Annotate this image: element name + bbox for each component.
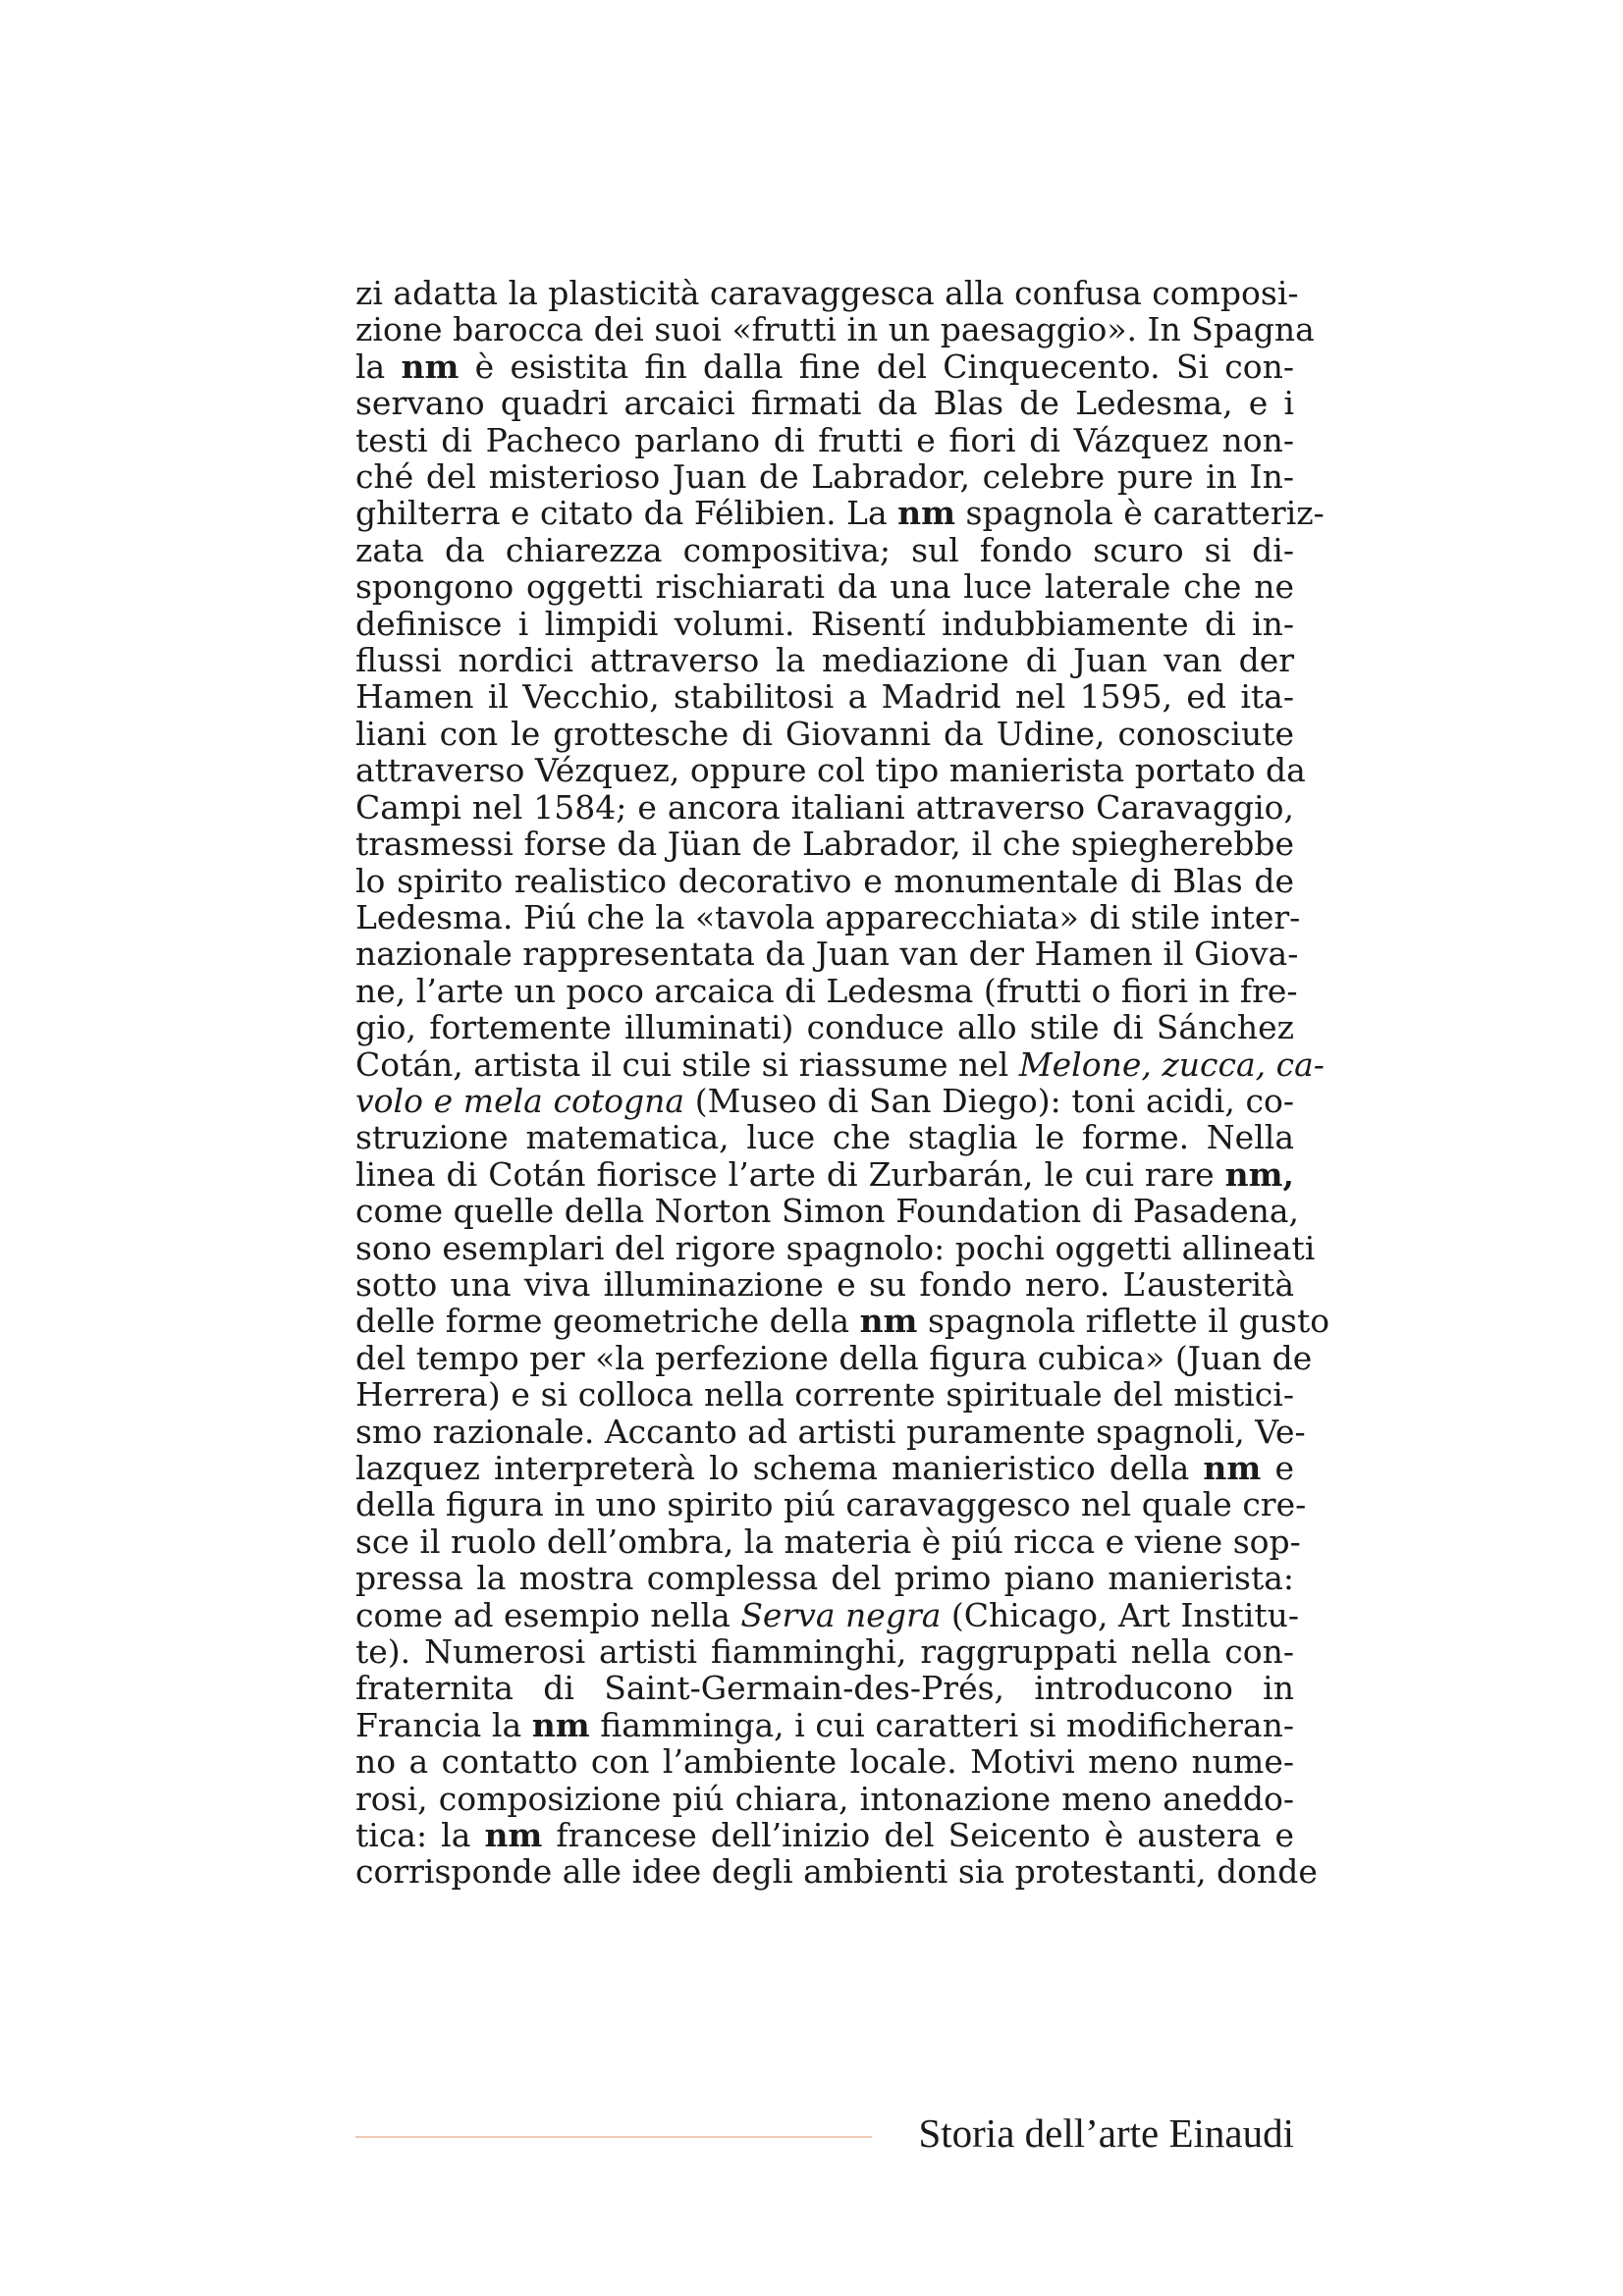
text-segment: trasmessi forse da Jüan de Labrador, il che spiegherebbe	[355, 825, 1294, 864]
text-segment: ghilterra e citato da Félibien. La	[355, 494, 898, 533]
text-line	[355, 1707, 1294, 1743]
text-line	[355, 1485, 1307, 1524]
text-line	[355, 1852, 1318, 1892]
bold-term: nm	[859, 1302, 918, 1341]
text-line	[355, 310, 1315, 349]
text-line	[355, 532, 1294, 568]
text-segment: è esistita fin dalla fine del Cinquecento. Si con-	[459, 347, 1295, 386]
text-line	[355, 568, 1294, 605]
text-line	[355, 1376, 1294, 1413]
text-line	[355, 1044, 1325, 1084]
text-line	[355, 1083, 1294, 1119]
text-segment: Ledesma. Piú che la «tavola apparecchiata» di stile inter-	[355, 897, 1301, 936]
text-segment: fraternita di Saint-Germain-des-Prés, introducono in	[355, 1669, 1294, 1708]
text-line	[355, 1595, 1300, 1634]
text-segment: della figura in uno spirito piú caravaggesco nel quale cre-	[355, 1485, 1307, 1524]
text-line	[355, 1266, 1294, 1303]
text-line	[355, 1192, 1300, 1231]
text-segment: servano quadri arcaici firmati da Blas de Ledesma, e i	[355, 384, 1294, 423]
text-line	[355, 458, 1294, 495]
italic-title: Serva negra	[740, 1595, 942, 1634]
text-line	[355, 385, 1294, 421]
text-segment: zata da chiarezza compositiva; sul fondo scuro si di-	[355, 530, 1294, 569]
text-line	[355, 606, 1294, 642]
text-line	[355, 1156, 1294, 1193]
text-segment: zione barocca dei suoi «frutti in un paesaggio». In Spagna	[355, 310, 1315, 349]
text-line	[355, 678, 1294, 715]
text-segment: e	[1261, 1449, 1294, 1487]
text-line	[355, 1450, 1294, 1486]
text-segment: pressa la mostra complessa del primo piano manierista:	[355, 1559, 1294, 1598]
italic-title: volo e mela cotogna	[355, 1081, 685, 1120]
text-line	[355, 1338, 1313, 1377]
text-line	[355, 789, 1294, 826]
text-segment: rosi, composizione piú chiara, intonazione meno aneddo-	[355, 1779, 1294, 1818]
text-segment: sce il ruolo dell’ombra, la materia è piú ricca e viene sop-	[355, 1522, 1301, 1561]
text-line	[355, 1228, 1316, 1267]
text-line	[355, 422, 1294, 458]
text-line	[355, 826, 1294, 862]
text-line	[355, 934, 1299, 974]
text-line	[355, 1743, 1294, 1780]
text-segment: spagnola è caratteriz-	[955, 494, 1325, 533]
text-line	[355, 348, 1294, 385]
text-segment: Herrera) e si colloca nella corrente spirituale del mistici-	[355, 1375, 1294, 1415]
text-segment: flussi nordici attraverso la mediazione di Juan van der	[355, 641, 1294, 680]
text-segment: come quelle della Norton Simon Foundation di Pasadena,	[355, 1192, 1300, 1231]
text-segment: ché del misterioso Juan de Labrador, celebre pure in In-	[355, 457, 1294, 497]
text-segment: (Museo di San Diego): toni acidi, co-	[684, 1081, 1295, 1120]
text-segment: struzione matematica, luce che staglia le forme. Nella	[355, 1118, 1294, 1157]
body-text	[355, 274, 1330, 1892]
bold-term: nm	[1203, 1449, 1262, 1487]
text-line	[355, 716, 1294, 752]
bold-term: nm,	[1224, 1154, 1294, 1194]
bold-term: nm	[531, 1705, 590, 1744]
text-segment: liani con le grottesche di Giovanni da Udine, conosciute	[355, 714, 1294, 753]
text-segment: linea di Cotán fiorisce l’arte di Zurbarán, le cui rare	[355, 1154, 1225, 1194]
text-segment: attraverso Vézquez, oppure col tipo manierista portato da	[355, 751, 1306, 790]
text-segment: come ad esempio nella	[355, 1595, 741, 1634]
text-segment: no a contatto con l’ambiente locale. Motivi meno nume-	[355, 1742, 1294, 1782]
text-segment: sono esemplari del rigore spagnolo: pochi oggetti allineati	[355, 1228, 1316, 1267]
text-segment: Francia la	[355, 1705, 532, 1744]
text-line	[355, 1817, 1294, 1853]
bold-term: nm	[401, 347, 460, 386]
text-segment: spagnola riflette il gusto	[917, 1302, 1330, 1341]
text-segment: Campi nel 1584; e ancora italiani attraverso Caravaggio,	[355, 787, 1294, 827]
text-segment: ne, l’arte un poco arcaica di Ledesma (frutti o fiori in fre-	[355, 971, 1298, 1010]
text-line	[355, 751, 1306, 790]
text-line	[355, 1670, 1294, 1706]
text-segment: testi di Pacheco parlano di frutti e fiori di Vázquez non-	[355, 420, 1294, 459]
italic-title: Melone, zucca, ca-	[1018, 1044, 1325, 1084]
text-segment: te). Numerosi artisti fiamminghi, raggruppati nella con-	[355, 1632, 1294, 1672]
text-segment: sotto una viva illuminazione e su fondo nero. L’austerità	[355, 1264, 1294, 1304]
bold-term: nm	[897, 494, 956, 533]
text-line	[355, 1633, 1294, 1670]
text-segment: delle forme geometriche della	[355, 1302, 860, 1341]
text-segment: lazquez interpreterà lo schema manieristico della	[355, 1449, 1204, 1487]
text-line	[355, 1781, 1294, 1817]
text-line	[355, 1560, 1294, 1596]
text-line	[355, 897, 1301, 936]
text-segment: (Chicago, Art Institu-	[941, 1595, 1300, 1634]
text-segment: Hamen il Vecchio, stabilitosi a Madrid nel 1595, ed ita-	[355, 677, 1294, 717]
text-line	[355, 1412, 1306, 1451]
text-line	[355, 1119, 1294, 1155]
text-segment: la	[355, 347, 402, 386]
text-segment: nazionale rappresentata da Juan van der Hamen il Giova-	[355, 934, 1299, 974]
text-line	[355, 1009, 1294, 1045]
text-segment: francese dell’inizio del Seicento è austera e	[542, 1816, 1294, 1855]
text-segment: corrisponde alle idee degli ambienti sia protestanti, donde	[355, 1852, 1318, 1892]
footer-rule	[355, 2136, 872, 2138]
text-segment: gio, fortemente illuminati) conduce allo stile di Sánchez	[355, 1008, 1294, 1047]
text-line	[355, 971, 1298, 1010]
text-line	[355, 642, 1294, 678]
text-line	[355, 274, 1299, 312]
text-segment: fiamminga, i cui caratteri si modificheran-	[589, 1705, 1294, 1744]
text-segment: smo razionale. Accanto ad artisti puramente spagnoli, Ve-	[355, 1412, 1306, 1451]
text-segment: definisce i limpidi volumi. Risentí indubbiamente di in-	[355, 604, 1294, 643]
text-segment: tica: la	[355, 1816, 485, 1855]
text-segment: spongono oggetti rischiarati da una luce laterale che ne	[355, 567, 1294, 607]
text-line	[355, 863, 1294, 899]
text-line	[355, 1522, 1301, 1561]
text-segment: zi adatta la plasticità caravaggesca alla confusa composi-	[355, 274, 1299, 312]
text-line	[355, 494, 1325, 533]
footer-title: Storia dell’arte Einaudi	[918, 2110, 1294, 2156]
text-segment: Cotán, artista il cui stile si riassume nel	[355, 1044, 1019, 1084]
text-segment: lo spirito realistico decorativo e monumentale di Blas de	[355, 861, 1294, 900]
text-segment: del tempo per «la perfezione della figura cubica» (Juan de	[355, 1338, 1313, 1377]
text-line	[355, 1302, 1330, 1341]
bold-term: nm	[484, 1816, 543, 1855]
